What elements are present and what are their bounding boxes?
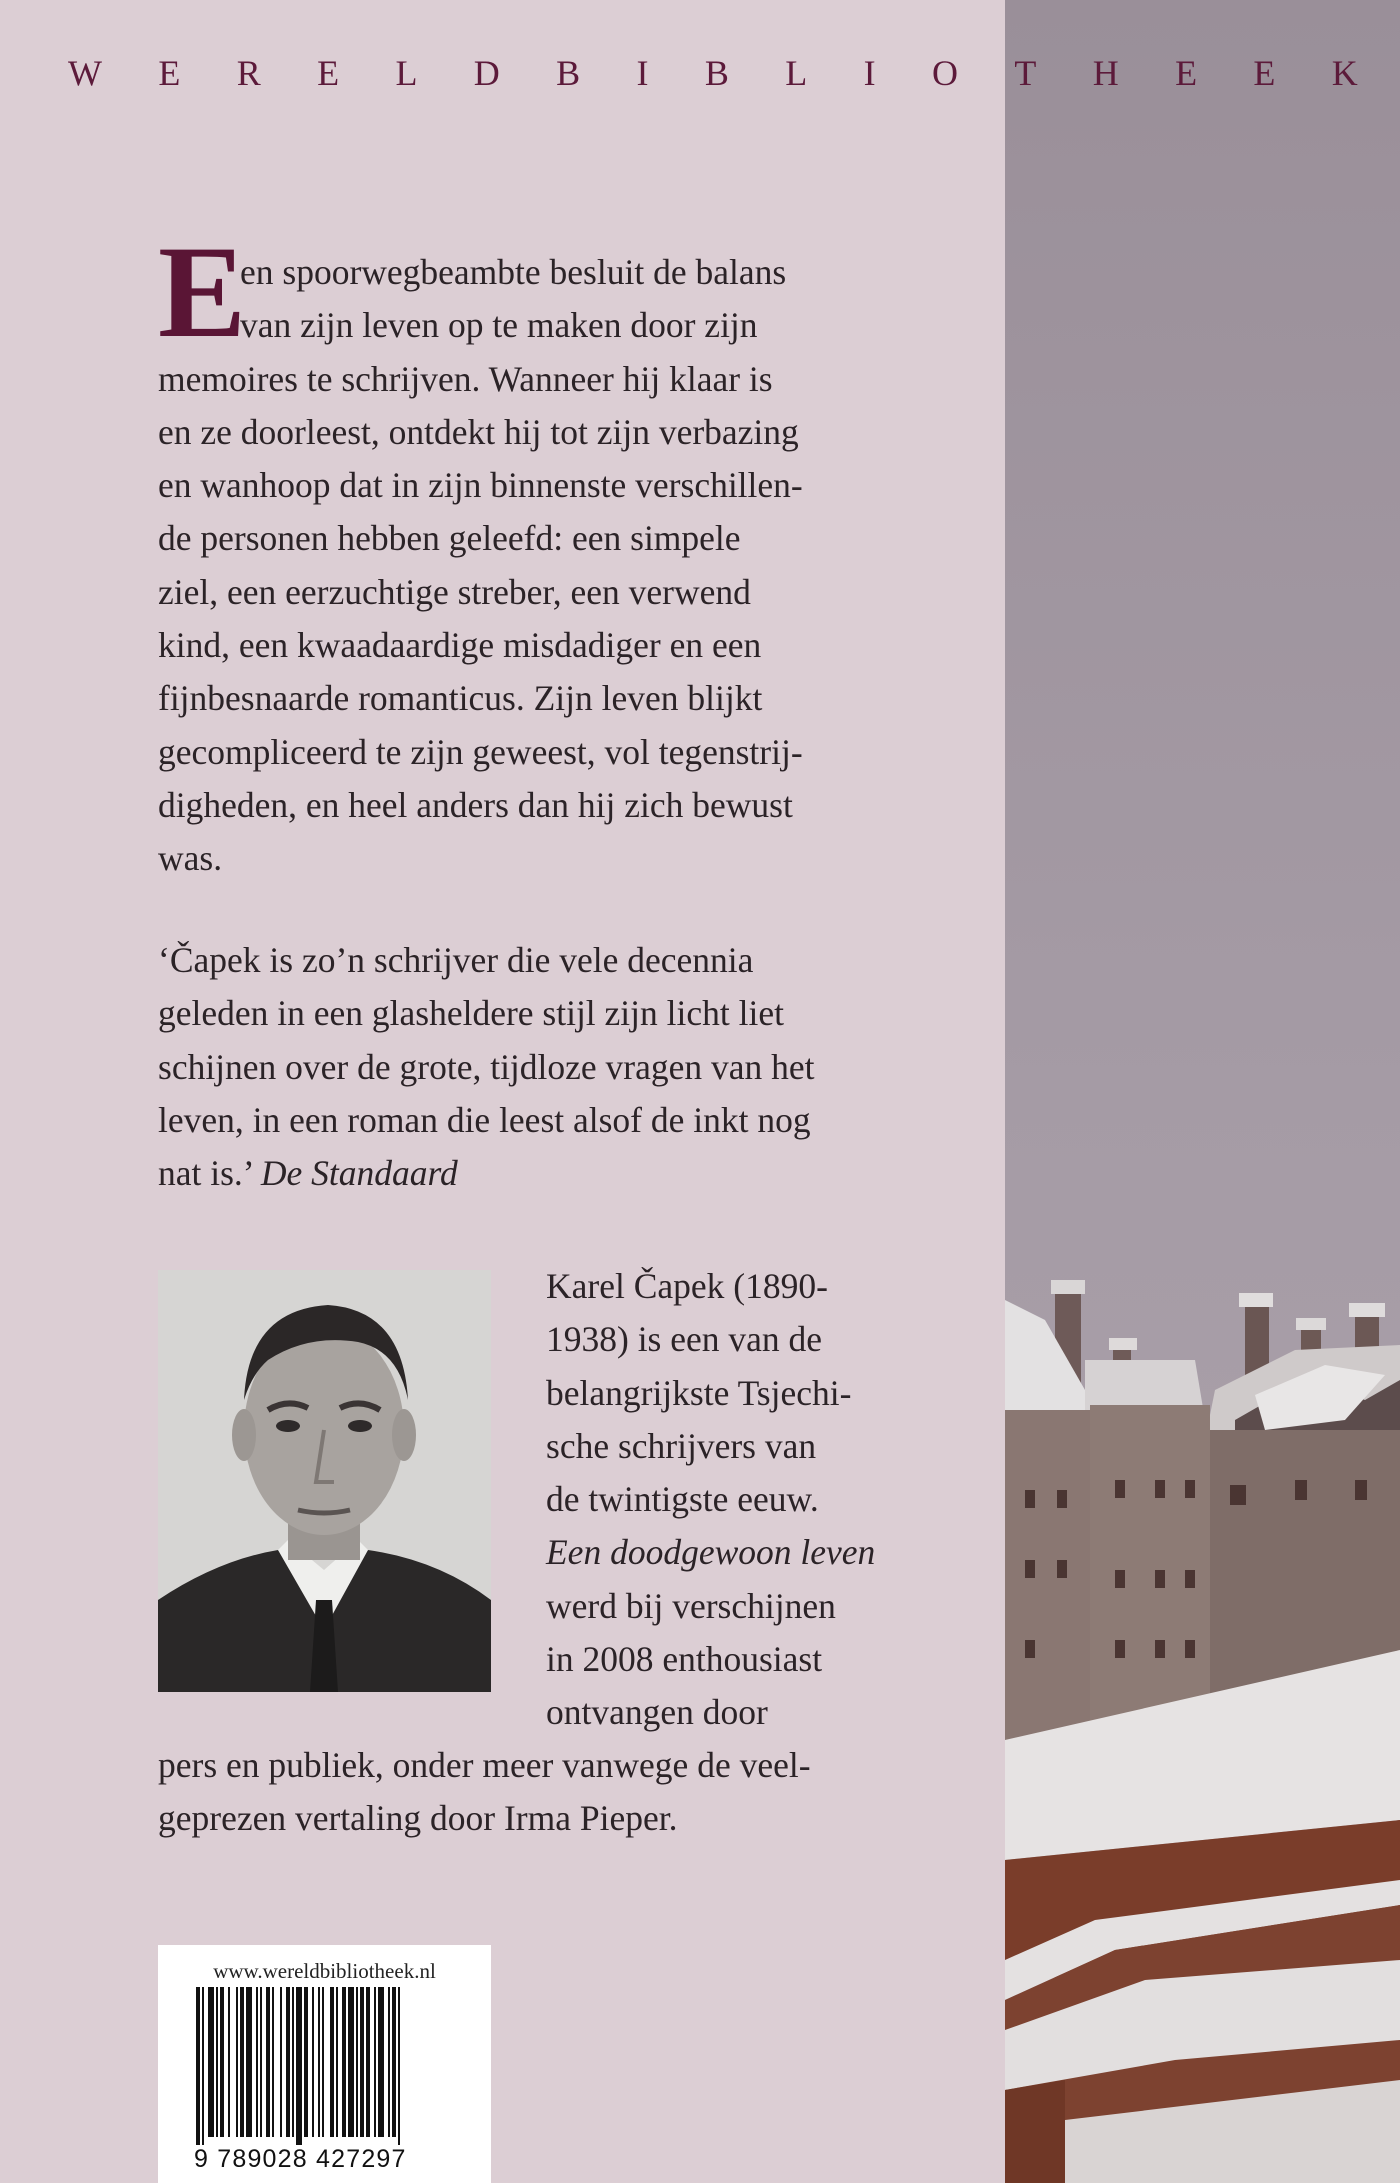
blurb-line: kind, een kwaadaardige misdadiger en een	[158, 625, 762, 666]
bio-line: 1938) is een van de	[546, 1319, 823, 1360]
bio-line: in 2008 enthousiast	[546, 1639, 823, 1680]
series-letter: B	[556, 53, 581, 93]
author-portrait-icon	[158, 1270, 491, 1692]
cover-painting	[1005, 0, 1400, 2183]
quote-line-last	[158, 1147, 918, 1200]
barcode-bar	[280, 1987, 282, 2137]
barcode-bar	[374, 1987, 376, 2137]
barcode-bar	[296, 1987, 302, 2145]
painting-snowy-rooftops	[1005, 0, 1400, 2183]
series-letter: T	[1014, 53, 1037, 93]
blurb-line: van zijn leven op te maken door zijn	[240, 305, 758, 346]
isbn-number: 9 789028 427297	[194, 2145, 407, 2173]
barcode-bar	[342, 1987, 346, 2137]
barcode-bar	[208, 1987, 214, 2137]
series-letter: L	[785, 53, 808, 93]
barcode-bar	[322, 1987, 324, 2137]
bio-line: pers en publiek, onder meer vanwege de veel-	[158, 1745, 811, 1785]
quote-line: schijnen over de grote, tijdloze vragen van het	[158, 1046, 815, 1087]
barcode-bar	[228, 1987, 230, 2137]
blurb-line: gecompliceerd te zijn geweest, vol tegenstrij-	[158, 731, 803, 772]
barcode-bar	[236, 1987, 238, 2137]
quote-source: De Standaard	[260, 1153, 458, 1194]
quote-line: geleden in een glasheldere stijl zijn licht liet	[158, 993, 784, 1034]
blurb-line: memoires te schrijven. Wanneer hij klaar is	[158, 358, 773, 399]
barcode-bar	[292, 1987, 294, 2137]
series-letter: D	[473, 53, 500, 93]
series-letter: E	[158, 53, 181, 93]
barcode-bar	[318, 1987, 320, 2137]
series-title	[68, 52, 1358, 94]
bio-line: werd bij verschijnen	[546, 1585, 836, 1626]
barcode-icon	[196, 1987, 458, 2145]
barcode-bar	[388, 1987, 390, 2137]
series-letter: E	[317, 53, 340, 93]
series-letter: L	[395, 53, 418, 93]
barcode-label	[158, 1945, 491, 2183]
barcode-bar	[360, 1987, 364, 2137]
author-bio-continued	[158, 1739, 958, 1846]
barcode-bar	[220, 1987, 224, 2137]
barcode-bar	[196, 1987, 200, 2145]
press-quote	[158, 934, 918, 1200]
series-letter: B	[704, 53, 729, 93]
bio-line: de twintigste eeuw.	[546, 1479, 819, 1520]
series-letter: E	[1175, 53, 1198, 93]
barcode-bar	[356, 1987, 358, 2137]
quote-line: ‘Čapek is zo’n schrijver die vele decennia	[158, 940, 754, 980]
series-letter: W	[68, 53, 102, 93]
series-letter: O	[931, 53, 958, 93]
barcode-bar	[216, 1987, 218, 2137]
series-letter: R	[236, 53, 261, 93]
blurb-text	[158, 246, 888, 886]
barcode-bar	[366, 1987, 370, 2137]
bio-line: sche schrijvers van	[546, 1425, 817, 1466]
blurb-line: en wanhoop dat in zijn binnenste verschillen-	[158, 465, 803, 506]
barcode-bar	[348, 1987, 354, 2137]
bio-line: ontvangen door	[546, 1692, 768, 1733]
barcode-bar	[246, 1987, 252, 2137]
bio-line: belangrijkste Tsjechi-	[546, 1372, 852, 1413]
barcode-bar	[202, 1987, 204, 2145]
author-portrait-drawing	[158, 1270, 491, 1692]
barcode-bar	[398, 1987, 400, 2145]
barcode-bar	[336, 1987, 338, 2137]
quote-text-end: nat is.’	[158, 1153, 252, 1194]
series-letter: H	[1092, 53, 1119, 93]
book-title: Een doodgewoon leven	[546, 1532, 876, 1573]
quote-line: leven, in een roman die leest alsof de inkt nog	[158, 1099, 811, 1140]
series-letter: E	[1253, 53, 1276, 93]
barcode-bar	[286, 1987, 290, 2137]
blurb-line: was.	[158, 838, 223, 879]
barcode-bar	[330, 1987, 334, 2137]
blurb-line: fijnbesnaarde romanticus. Zijn leven blijkt	[158, 678, 763, 719]
series-letter: I	[636, 53, 649, 93]
barcode-bar	[304, 1987, 308, 2137]
barcode-bar	[240, 1987, 244, 2137]
blurb-line: de personen hebben geleefd: een simpele	[158, 518, 741, 559]
blurb-line: ziel, een eerzuchtige streber, een verwend	[158, 571, 751, 612]
author-bio	[546, 1260, 946, 1740]
barcode-bar	[272, 1987, 274, 2137]
blurb-line: en spoorwegbeambte besluit de balans	[240, 252, 787, 292]
barcode-bar	[266, 1987, 270, 2137]
barcode-bar	[260, 1987, 262, 2137]
barcode-bar	[256, 1987, 258, 2137]
publisher-website: www.wereldbibliotheek.nl	[213, 1959, 436, 1983]
barcode-bar	[392, 1987, 396, 2137]
drop-cap: E	[158, 218, 247, 365]
bio-line: Karel Čapek (1890-	[546, 1266, 828, 1306]
barcode-bar	[312, 1987, 314, 2137]
series-letter: I	[863, 53, 876, 93]
blurb-line: en ze doorleest, ontdekt hij tot zijn verbazing	[158, 411, 799, 452]
blurb-line: digheden, en heel anders dan hij zich bewust	[158, 784, 793, 825]
series-letter: K	[1331, 53, 1358, 93]
bio-line: geprezen vertaling door Irma Pieper.	[158, 1798, 678, 1839]
barcode-bar	[378, 1987, 384, 2137]
